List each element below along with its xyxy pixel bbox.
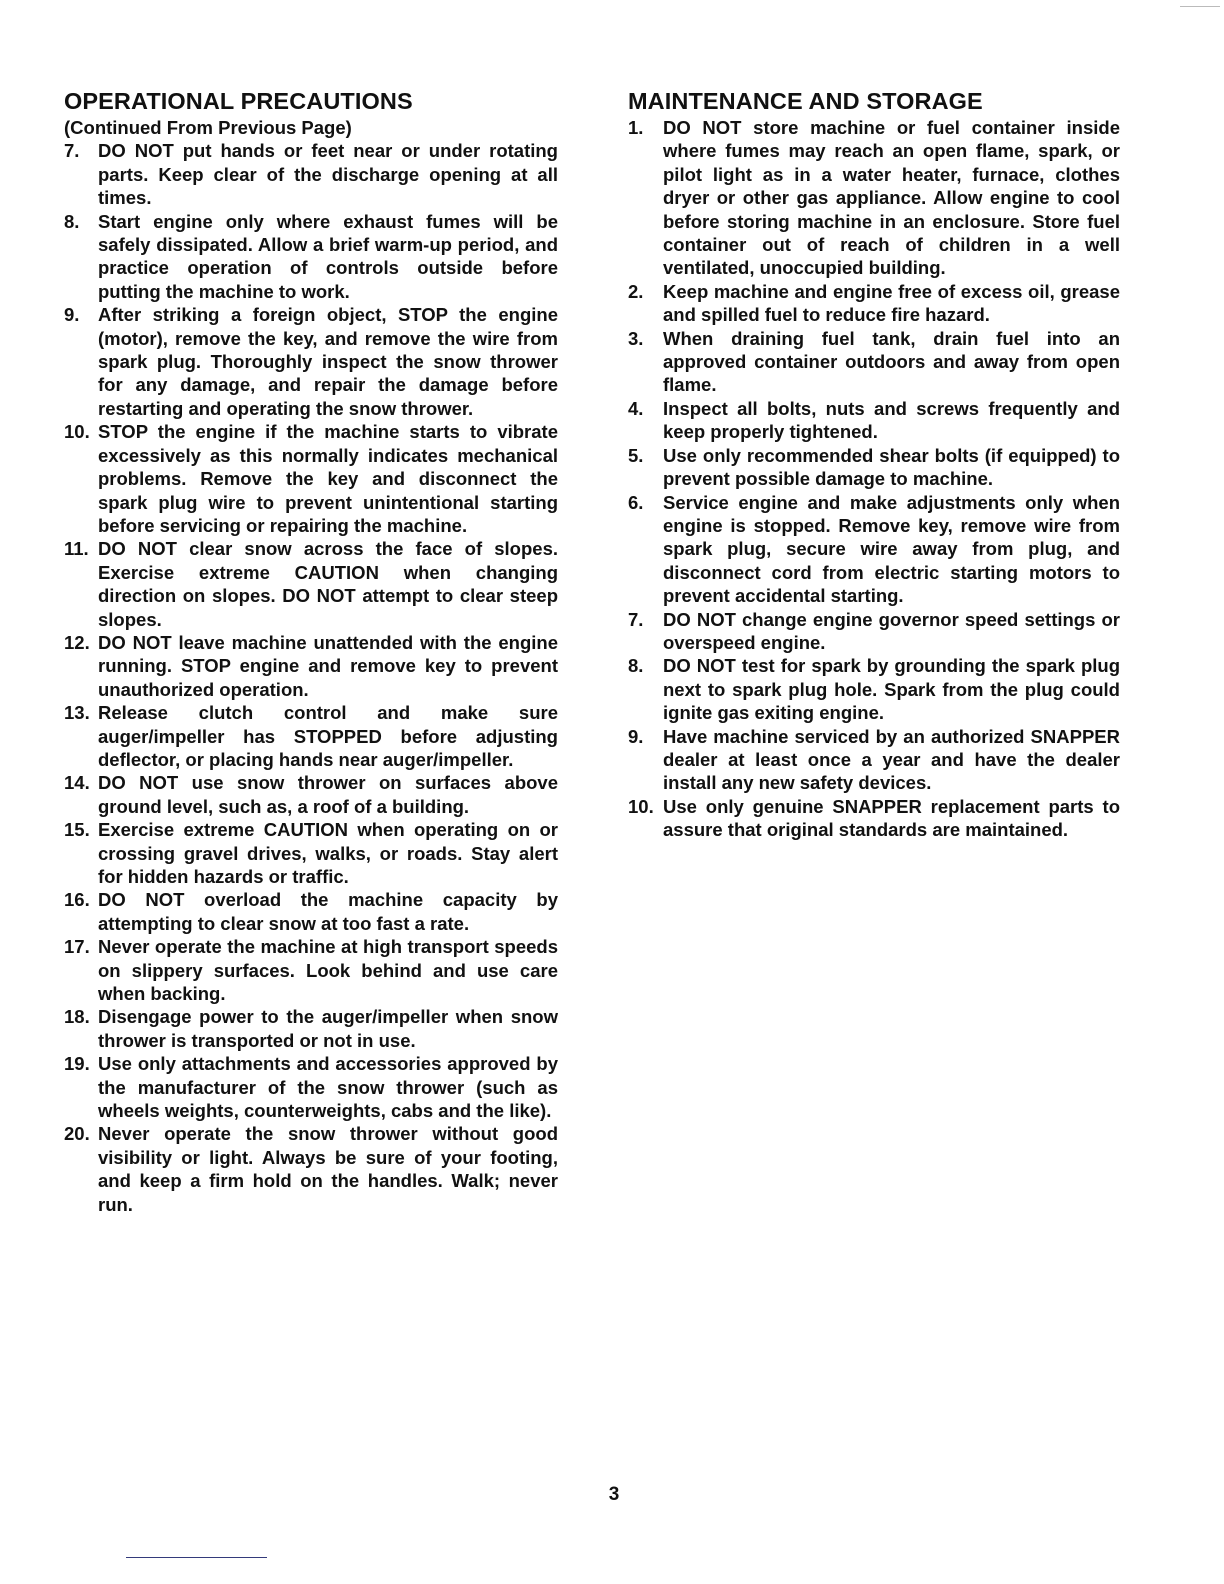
item-number: 14. xyxy=(64,772,90,794)
list-item xyxy=(628,280,1120,327)
section-heading-maintenance-storage: MAINTENANCE AND STORAGE xyxy=(628,88,983,114)
item-number: 19. xyxy=(64,1053,90,1075)
list-item xyxy=(64,1122,558,1216)
list-item xyxy=(628,795,1120,842)
item-text: Never operate the snow thrower without good visibility or light. Always be sure of your footing, and keep a firm hold on the handles. Walk; never run. xyxy=(98,1123,558,1215)
list-item xyxy=(64,631,558,701)
item-text: Disengage power to the auger/impeller when snow thrower is transported or not in use. xyxy=(98,1006,558,1051)
item-number: 16. xyxy=(64,889,90,911)
item-text: After striking a foreign object, STOP the engine (motor), remove the key, and remove the wire from spark plug. Thoroughly inspect the snow thrower for any damage, and repair the damage before restarting and operating the snow thrower. xyxy=(98,304,558,419)
item-text: Keep machine and engine free of excess oil, grease and spilled fuel to reduce fire hazard. xyxy=(663,280,1120,326)
item-number: 17. xyxy=(64,936,90,958)
item-text: STOP the engine if the machine starts to vibrate excessively as this normally indicates mechanical problems. Remove the key and disconnect the spark plug wire to prevent unintentional starting before servicing or repairing the machine. xyxy=(98,421,558,536)
corner-scan-line xyxy=(1180,6,1220,7)
item-text: DO NOT put hands or feet near or under rotating parts. Keep clear of the discharge opening at all times. xyxy=(98,140,558,209)
list-item xyxy=(64,139,558,209)
list-item xyxy=(64,1005,558,1052)
list-item xyxy=(64,420,558,537)
item-text: Use only genuine SNAPPER replacement parts to assure that original standards are maintained. xyxy=(663,795,1120,841)
maintenance-list xyxy=(628,116,1120,842)
item-number: 8. xyxy=(64,210,80,232)
item-text: DO NOT store machine or fuel container inside where fumes may reach an open flame, spark, or pilot light as in a water heater, furnace, clothes dryer or other gas appliance. Allow engine to cool before storing machine in an enclosure. Store fuel container out of reach of children in a well ventilated, unoccupied building. xyxy=(663,117,1120,279)
item-number: 10. xyxy=(64,421,90,443)
item-number: 2. xyxy=(628,280,644,302)
item-text: DO NOT test for spark by grounding the spark plug next to spark plug hole. Spark from the plug could ignite gas exiting engine. xyxy=(663,655,1120,724)
item-number: 12. xyxy=(64,631,90,653)
list-item xyxy=(628,491,1120,608)
list-item xyxy=(64,771,558,818)
precautions-list xyxy=(64,139,558,1216)
list-item xyxy=(64,701,558,771)
list-item xyxy=(64,888,558,935)
list-item xyxy=(628,327,1120,397)
item-text: Never operate the machine at high transport speeds on slippery surfaces. Look behind and use care when backing. xyxy=(98,936,558,1005)
item-text: Service engine and make adjustments only when engine is stopped. Remove key, remove wire from spark plug, secure wire away from plug, and disconnect cord from electric starting motors to prevent accidental starting. xyxy=(663,491,1120,607)
continued-note: (Continued From Previous Page) xyxy=(64,117,352,138)
item-number: 4. xyxy=(628,397,644,419)
item-text: Exercise extreme CAUTION when operating on or crossing gravel drives, walks, or roads. Stay alert for hidden hazards or traffic. xyxy=(98,819,558,887)
item-text: Release clutch control and make sure auger/impeller has STOPPED before adjusting deflector, or placing hands near auger/impeller. xyxy=(98,702,558,770)
maintenance-storage-column xyxy=(628,86,1120,842)
list-item xyxy=(64,935,558,1005)
item-text: Start engine only where exhaust fumes will be safely dissipated. Allow a brief warm-up period, and practice operation of controls outside before putting the machine to work. xyxy=(98,210,558,302)
list-item xyxy=(64,818,558,888)
list-item xyxy=(64,537,558,631)
list-item xyxy=(64,303,558,420)
list-item xyxy=(628,444,1120,491)
item-number: 9. xyxy=(628,725,644,747)
item-text: Inspect all bolts, nuts and screws frequently and keep properly tightened. xyxy=(663,397,1120,443)
item-number: 7. xyxy=(64,140,80,162)
item-number: 13. xyxy=(64,702,90,724)
section-heading-operational-precautions: OPERATIONAL PRECAUTIONS xyxy=(64,88,413,114)
item-text: When draining fuel tank, drain fuel into an approved container outdoors and away from open flame. xyxy=(663,327,1120,396)
item-text: DO NOT use snow thrower on surfaces above ground level, such as, a roof of a building. xyxy=(98,772,558,817)
item-text: Have machine serviced by an authorized SNAPPER dealer at least once a year and have the dealer install any new safety devices. xyxy=(663,725,1120,794)
item-text: DO NOT clear snow across the face of slopes. Exercise extreme CAUTION when changing direction on slopes. DO NOT attempt to clear steep slopes. xyxy=(98,538,558,630)
list-item xyxy=(628,116,1120,280)
item-number: 9. xyxy=(64,304,80,326)
list-item xyxy=(628,608,1120,655)
item-text: DO NOT change engine governor speed settings or overspeed engine. xyxy=(663,608,1120,653)
list-item xyxy=(628,397,1120,444)
item-number: 5. xyxy=(628,444,644,466)
item-number: 3. xyxy=(628,327,644,349)
list-item xyxy=(64,210,558,304)
operational-precautions-column xyxy=(64,86,558,1216)
item-number: 15. xyxy=(64,819,90,841)
page-number: 3 xyxy=(608,1484,620,1505)
list-item xyxy=(628,725,1120,795)
footer-rule xyxy=(126,1557,267,1558)
item-text: DO NOT leave machine unattended with the engine running. STOP engine and remove key to prevent unauthorized operation. xyxy=(98,631,558,700)
item-number: 20. xyxy=(64,1123,90,1145)
item-number: 8. xyxy=(628,655,644,677)
item-number: 6. xyxy=(628,491,644,513)
item-number: 1. xyxy=(628,117,644,138)
list-item xyxy=(64,1052,558,1122)
list-item xyxy=(628,654,1120,724)
item-number: 18. xyxy=(64,1006,90,1028)
item-number: 10. xyxy=(628,795,654,817)
item-text: DO NOT overload the machine capacity by attempting to clear snow at too fast a rate. xyxy=(98,889,558,934)
item-text: Use only recommended shear bolts (if equipped) to prevent possible damage to machine. xyxy=(663,444,1120,490)
item-number: 11. xyxy=(64,538,89,560)
item-number: 7. xyxy=(628,608,644,630)
item-text: Use only attachments and accessories approved by the manufacturer of the snow thrower (such as wheels weights, counterweights, cabs and the like). xyxy=(98,1053,558,1122)
